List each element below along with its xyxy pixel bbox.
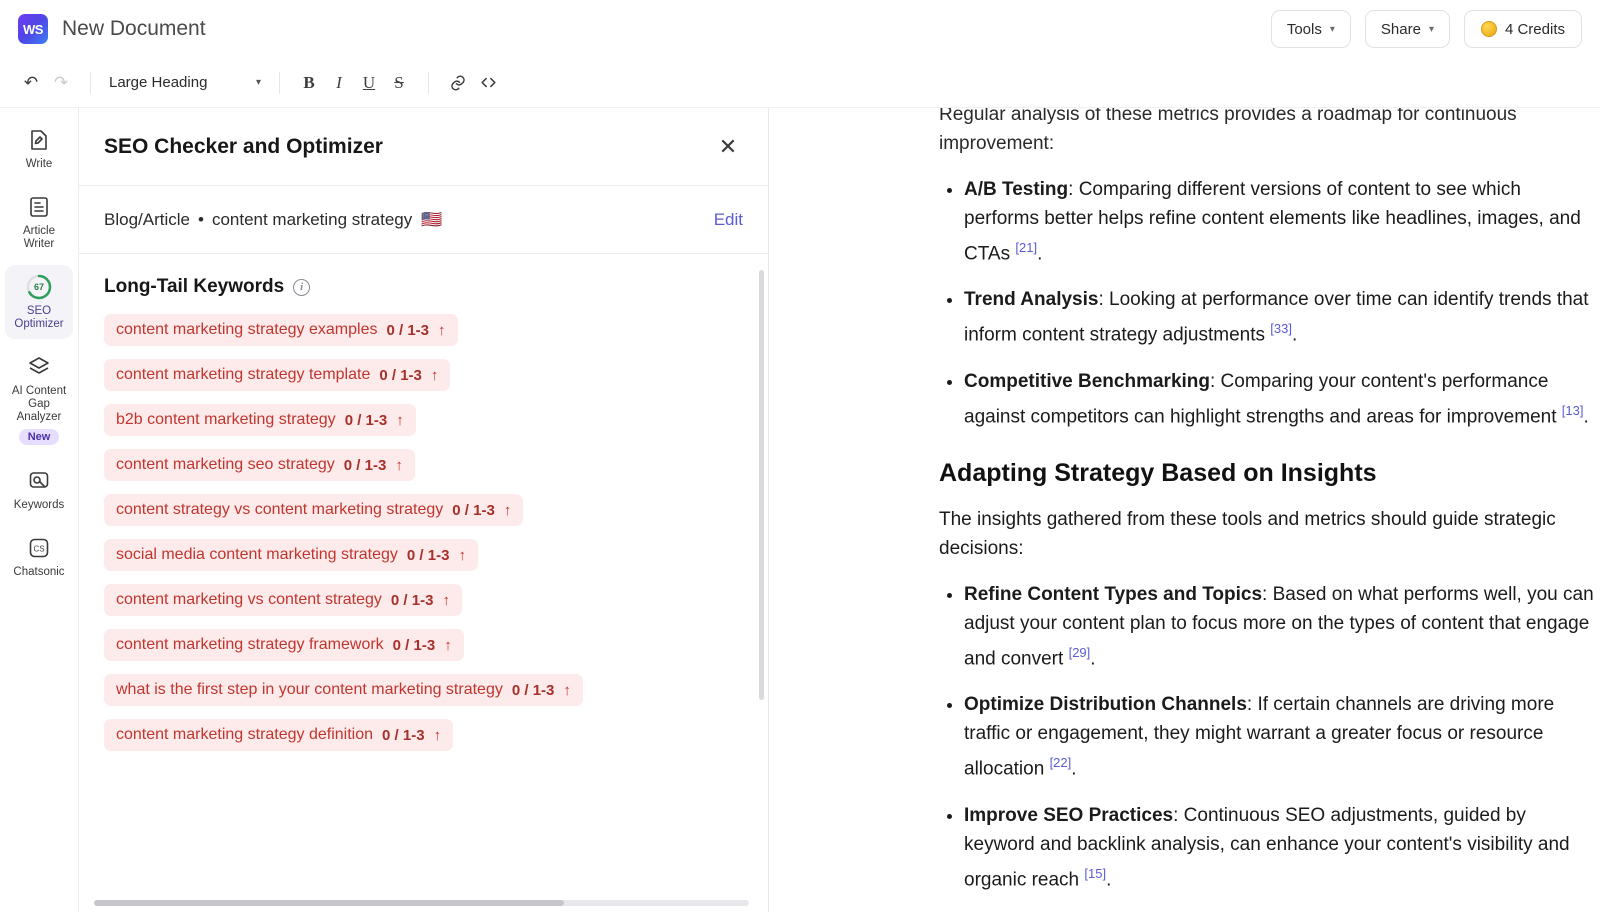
magnifier-key-icon <box>26 468 52 494</box>
doc-heading: Adapting Strategy Based on Insights <box>939 458 1377 487</box>
layers-icon <box>26 354 52 380</box>
underline-button[interactable]: U <box>362 72 376 92</box>
list-item[interactable] <box>104 674 743 706</box>
keyword-term: content strategy vs content marketing strategy <box>116 501 444 518</box>
chevron-down-icon: ▾ <box>1428 23 1434 35</box>
insert-arrow-icon[interactable]: ↑ <box>458 546 466 564</box>
toolbar-divider <box>279 72 280 94</box>
doc-list-metrics <box>939 175 1594 431</box>
seo-panel-header <box>79 108 768 186</box>
list-item-term: Trend Analysis <box>964 289 1099 311</box>
list-item-tail: . <box>1037 243 1043 265</box>
list-item[interactable] <box>104 404 743 436</box>
list-item[interactable] <box>104 629 743 661</box>
document-title[interactable]: New Document <box>62 17 206 40</box>
credits-button[interactable] <box>1464 10 1582 48</box>
bold-button[interactable]: B <box>303 72 315 92</box>
list-item-term: Competitive Benchmarking <box>964 370 1210 392</box>
close-icon[interactable]: ✕ <box>718 133 738 159</box>
toolbar-divider <box>428 72 429 94</box>
keyword-count: 0 / 1-3 <box>386 321 429 339</box>
keyword-chip[interactable] <box>104 314 458 346</box>
document-editor[interactable] <box>769 108 1600 912</box>
section-title-label: Long-Tail Keywords <box>104 276 285 297</box>
tools-button[interactable] <box>1271 10 1351 48</box>
list-item[interactable] <box>104 719 743 751</box>
list-item-text: : Comparing your content's performance against competitors can highlight strengths and areas for improvement <box>964 370 1562 427</box>
insert-arrow-icon[interactable]: ↑ <box>430 366 439 384</box>
target-keyword-label: content marketing strategy <box>211 209 413 229</box>
undo-icon[interactable]: ↶ <box>23 72 39 92</box>
keyword-term: content marketing strategy framework <box>116 636 384 653</box>
top-bar-actions <box>1271 10 1582 48</box>
tools-label: Tools <box>1286 20 1322 38</box>
keyword-count: 0 / 1-3 <box>379 366 422 384</box>
doc-paragraph-intro: Regular analysis of these metrics provides a roadmap for continuous improvement: <box>939 108 1517 154</box>
us-flag-icon: 🇺🇸 <box>421 209 443 229</box>
list-item <box>964 367 1594 431</box>
list-item <box>964 285 1594 349</box>
long-tail-keywords-heading <box>104 276 743 298</box>
keyword-chip[interactable] <box>104 629 464 661</box>
list-item[interactable] <box>104 314 743 346</box>
keyword-count: 0 / 1-3 <box>392 636 436 654</box>
list-item-term: Optimize Distribution Channels <box>964 694 1247 716</box>
insert-arrow-icon[interactable]: ↑ <box>563 681 571 699</box>
keyword-chip[interactable] <box>104 584 462 616</box>
credits-label: 4 Credits <box>1504 20 1565 38</box>
keyword-term: content marketing vs content strategy <box>116 591 382 608</box>
chevron-down-icon: ▾ <box>255 77 261 88</box>
sidebar-item-article-writer[interactable] <box>5 185 73 259</box>
list-item-text: : Comparing different versions of content to see which performs better helps refine content elements like headlines, images, and CTAs <box>964 179 1581 265</box>
keyword-term: content marketing strategy template <box>116 366 371 383</box>
insert-arrow-icon[interactable]: ↑ <box>438 321 446 339</box>
citation-ref[interactable]: [22] <box>1049 755 1072 771</box>
keyword-count: 0 / 1-3 <box>406 546 450 564</box>
insert-arrow-icon[interactable]: ↑ <box>433 726 442 744</box>
keyword-chip[interactable] <box>104 359 450 391</box>
keyword-term: content marketing strategy examples <box>116 321 378 338</box>
list-item[interactable] <box>104 449 743 481</box>
keyword-term: b2b content marketing strategy <box>116 411 336 428</box>
seo-score-value: 67 <box>33 282 44 292</box>
list-item[interactable] <box>104 584 743 616</box>
sidebar-item-keywords[interactable] <box>5 459 73 520</box>
italic-button[interactable]: I <box>336 72 342 92</box>
list-item-text: : Looking at performance over time can identify trends that inform content strategy adjustments <box>964 289 1589 346</box>
sidebar-item-label: Keywords <box>13 499 65 511</box>
redo-icon[interactable]: ↷ <box>53 72 69 92</box>
list-item-text: : Based on what performs well, you can adjust your content plan to focus more on the types of content that engage and convert <box>964 583 1594 670</box>
list-item <box>964 801 1594 894</box>
share-button[interactable] <box>1365 10 1450 48</box>
info-icon[interactable]: i <box>293 279 310 296</box>
seo-panel <box>79 108 769 912</box>
list-item <box>964 580 1594 673</box>
list-item-text: : If certain channels are driving more traffic or engagement, they might warrant a greater focus or resource allocation <box>964 694 1555 780</box>
keyword-chip[interactable] <box>104 404 416 436</box>
list-item-tail: . <box>1583 405 1589 427</box>
list-item-tail: . <box>1291 324 1298 346</box>
sidebar-item-label: Write <box>25 158 53 170</box>
list-item <box>964 175 1594 268</box>
status-badge: New <box>19 429 60 445</box>
citation-ref[interactable]: [29] <box>1068 644 1091 660</box>
citation-ref[interactable]: [21] <box>1015 240 1038 255</box>
list-item[interactable] <box>104 359 743 391</box>
keyword-count: 0 / 1-3 <box>382 726 425 744</box>
share-label: Share <box>1380 20 1421 38</box>
keyword-term: what is the first step in your content marketing strategy <box>116 681 503 698</box>
score-ring-icon <box>26 274 52 300</box>
keyword-chip[interactable] <box>104 449 415 481</box>
panel-horizontal-scrollbar[interactable] <box>94 900 749 906</box>
keyword-count: 0 / 1-3 <box>511 681 555 699</box>
strikethrough-button[interactable]: S <box>394 72 404 92</box>
list-item[interactable] <box>104 539 743 571</box>
cs-square-icon <box>26 535 52 561</box>
keyword-count: 0 / 1-3 <box>390 591 434 609</box>
sidebar-item-seo-optimizer[interactable] <box>5 265 73 339</box>
seo-panel-title: SEO Checker and Optimizer <box>104 134 383 158</box>
svg-text:CS: CS <box>33 544 45 554</box>
sidebar-item-chatsonic[interactable] <box>5 526 73 587</box>
coin-icon <box>1481 21 1497 37</box>
panel-vertical-scrollbar[interactable] <box>759 270 764 700</box>
insert-arrow-icon[interactable]: ↑ <box>396 411 404 429</box>
link-icon[interactable] <box>443 68 473 98</box>
left-sidebar <box>0 108 79 912</box>
code-icon[interactable] <box>473 68 503 98</box>
sidebar-item-label: Chatsonic <box>13 566 65 578</box>
seo-panel-body <box>79 254 768 912</box>
pencil-document-icon <box>26 127 52 153</box>
list-item-text: : Continuous SEO adjustments, guided by keyword and backlink analysis, can enhance your content's visibility and organic reach <box>964 804 1570 890</box>
keyword-count: 0 / 1-3 <box>343 456 387 474</box>
article-lines-icon <box>26 194 52 220</box>
insert-arrow-icon[interactable]: ↑ <box>395 456 403 474</box>
text-style-value: Large Heading <box>109 74 208 91</box>
chevron-down-icon: ▾ <box>1329 23 1335 35</box>
insert-arrow-icon[interactable]: ↑ <box>442 591 450 609</box>
sidebar-item-write[interactable] <box>5 118 73 179</box>
citation-ref[interactable]: [15] <box>1084 865 1107 881</box>
subheader-separator: • <box>197 209 204 229</box>
app-logo-icon[interactable]: WS <box>18 14 48 44</box>
list-item-term: A/B Testing <box>964 179 1069 200</box>
keyword-term: content marketing strategy definition <box>116 726 374 743</box>
citation-ref[interactable]: [13] <box>1561 402 1584 418</box>
insert-arrow-icon[interactable]: ↑ <box>444 636 452 654</box>
list-item-term: Refine Content Types and Topics <box>964 583 1263 605</box>
sidebar-item-label: SEO Optimizer <box>14 305 64 330</box>
keyword-chip[interactable] <box>104 539 478 571</box>
sidebar-item-ai-content-gap-analyzer[interactable] <box>5 345 73 453</box>
edit-button[interactable]: Edit <box>713 209 743 229</box>
citation-ref[interactable]: [33] <box>1270 321 1292 337</box>
list-item-tail: . <box>1090 648 1096 670</box>
list-item-tail: . <box>1071 758 1077 780</box>
keyword-count: 0 / 1-3 <box>344 411 388 429</box>
sidebar-item-label: AI Content Gap Analyzer <box>11 385 67 423</box>
keyword-count: 0 / 1-3 <box>452 501 495 519</box>
keyword-chip[interactable] <box>104 674 583 706</box>
keyword-chip[interactable] <box>104 719 453 751</box>
keyword-chip[interactable] <box>104 494 523 526</box>
list-item <box>964 690 1594 783</box>
keyword-term: content marketing seo strategy <box>116 456 335 473</box>
doc-list-decisions <box>939 580 1594 894</box>
list-item-term: Improve SEO Practices <box>964 804 1174 826</box>
document-top-fade <box>769 0 1600 4</box>
list-item[interactable] <box>104 494 743 526</box>
list-item-tail: . <box>1106 868 1112 890</box>
top-bar <box>0 0 1600 58</box>
keyword-term: social media content marketing strategy <box>116 546 398 563</box>
toolbar-divider <box>90 72 91 94</box>
sidebar-item-label: Article Writer <box>23 225 55 250</box>
seo-panel-subheader <box>79 186 768 254</box>
format-toolbar <box>0 58 1600 108</box>
content-type-label: Blog/Article <box>104 209 190 229</box>
text-style-select[interactable] <box>105 67 265 99</box>
doc-paragraph-insights: The insights gathered from these tools and metrics should guide strategic decisions: <box>939 508 1556 559</box>
insert-arrow-icon[interactable]: ↑ <box>503 501 512 519</box>
